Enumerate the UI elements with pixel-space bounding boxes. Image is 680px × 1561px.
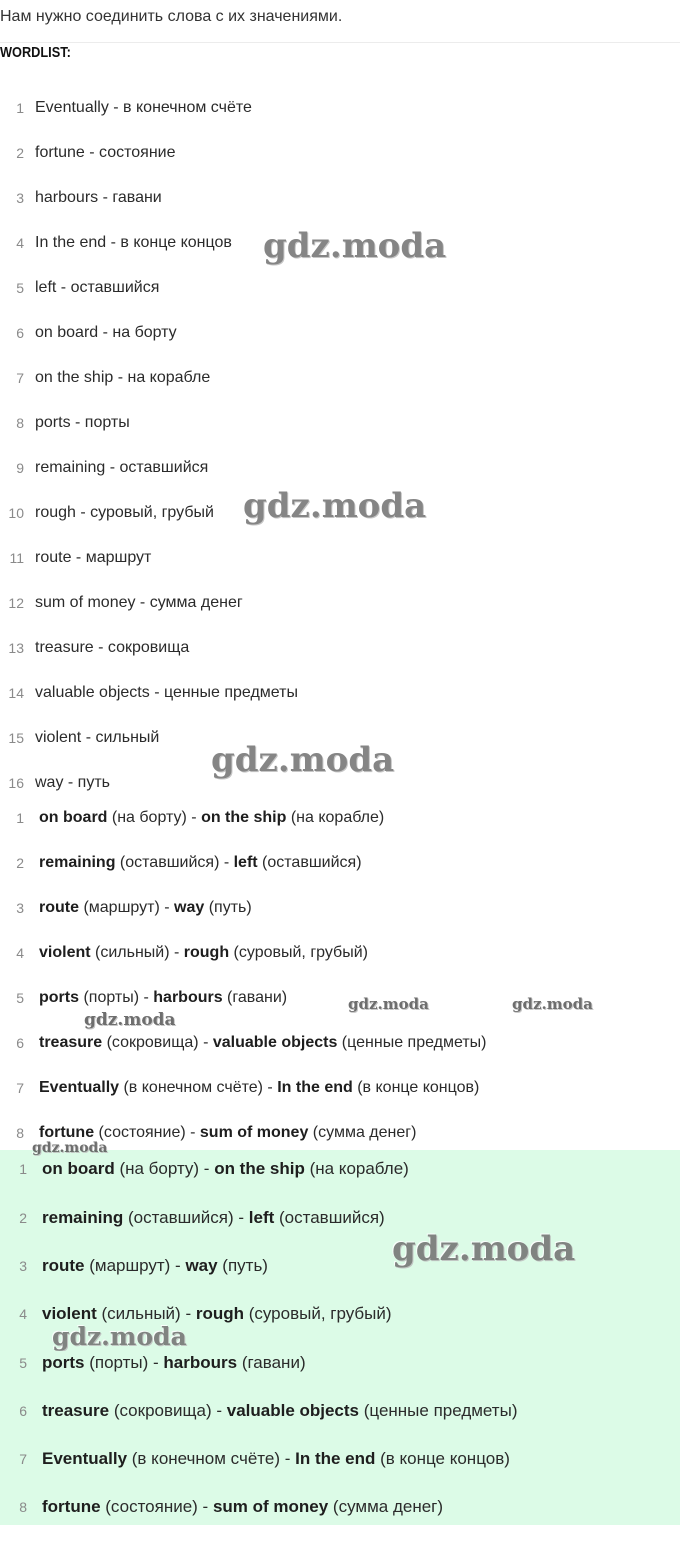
divider <box>0 42 680 43</box>
pair-item <box>0 896 680 920</box>
item-number: 10 <box>8 505 24 521</box>
list-item <box>0 456 680 480</box>
pair-item <box>0 806 680 830</box>
list-item <box>0 681 680 705</box>
list-item <box>0 96 680 120</box>
answer-item <box>0 1351 680 1375</box>
watermark: gdz.moda <box>211 740 395 780</box>
answer-item <box>0 1447 680 1471</box>
item-number: 6 <box>16 325 24 341</box>
item-text: rough - суровый, грубый <box>35 504 214 521</box>
item-text: violent (сильный) - rough (суровый, грубый) <box>42 1304 392 1323</box>
list-item <box>0 546 680 570</box>
item-number: 5 <box>19 1355 27 1371</box>
item-number: 12 <box>8 595 24 611</box>
item-number: 11 <box>9 550 24 566</box>
wordlist-heading: WORDLIST: <box>0 44 71 61</box>
item-number: 4 <box>16 235 24 251</box>
pair-item <box>0 1076 680 1100</box>
item-text: on board (на борту) - on the ship (на корабле) <box>42 1159 409 1178</box>
item-number: 4 <box>19 1306 27 1322</box>
item-text: on board (на борту) - on the ship (на корабле) <box>39 809 385 826</box>
item-text: remaining - оставшийся <box>35 459 209 476</box>
watermark: gdz.moda <box>512 995 593 1013</box>
intro-text: Нам нужно соединить слова с их значениями. <box>0 8 343 25</box>
watermark: gdz.moda <box>32 1140 108 1156</box>
answer-item <box>0 1399 680 1423</box>
item-text: Eventually - в конечном счёте <box>35 99 252 116</box>
answer-item <box>0 1157 680 1181</box>
item-text: remaining (оставшийся) - left (оставшийся) <box>39 854 362 871</box>
item-text: route (маршрут) - way (путь) <box>42 1256 268 1275</box>
watermark: gdz.moda <box>392 1229 576 1269</box>
item-number: 7 <box>19 1451 27 1467</box>
list-item <box>0 321 680 345</box>
item-text: valuable objects - ценные предметы <box>35 684 298 701</box>
item-text: fortune (состояние) - sum of money (сумма денег) <box>39 1124 417 1141</box>
list-item <box>0 276 680 300</box>
item-text: ports (порты) - harbours (гавани) <box>39 989 288 1006</box>
item-text: on the ship - на корабле <box>35 369 211 386</box>
item-text: way - путь <box>35 774 110 791</box>
item-number: 4 <box>16 945 24 961</box>
item-text: treasure - сокровища <box>35 639 190 656</box>
answer-item <box>0 1206 680 1230</box>
item-number: 16 <box>8 775 24 791</box>
item-text: harbours - гавани <box>35 189 162 206</box>
item-number: 6 <box>19 1403 27 1419</box>
item-number: 9 <box>16 460 24 476</box>
watermark: gdz.moda <box>263 226 447 266</box>
list-item <box>0 591 680 615</box>
item-number: 2 <box>19 1210 27 1226</box>
item-text: ports - порты <box>35 414 130 431</box>
item-text: Eventually (в конечном счёте) - In the end (в конце концов) <box>39 1079 480 1096</box>
item-text: violent - сильный <box>35 729 160 746</box>
item-text: ports (порты) - harbours (гавани) <box>42 1353 306 1372</box>
pair-item <box>0 1031 680 1055</box>
item-text: fortune - состояние <box>35 144 176 161</box>
list-item <box>0 366 680 390</box>
item-number: 2 <box>16 855 24 871</box>
item-number: 8 <box>16 1125 24 1141</box>
pair-item <box>0 941 680 965</box>
item-number: 5 <box>16 280 24 296</box>
item-number: 14 <box>8 685 24 701</box>
item-number: 1 <box>19 1161 27 1177</box>
item-number: 2 <box>16 145 24 161</box>
item-text: In the end - в конце концов <box>35 234 232 251</box>
item-number: 3 <box>16 900 24 916</box>
item-text: treasure (сокровища) - valuable objects (ценные предметы) <box>42 1401 518 1420</box>
item-text: remaining (оставшийся) - left (оставшийся) <box>42 1208 385 1227</box>
watermark: gdz.moda <box>348 995 429 1013</box>
item-number: 8 <box>19 1499 27 1515</box>
item-number: 3 <box>19 1258 27 1274</box>
answer-item <box>0 1495 680 1519</box>
list-item <box>0 636 680 660</box>
item-number: 1 <box>16 810 24 826</box>
item-number: 5 <box>16 990 24 1006</box>
item-number: 6 <box>16 1035 24 1051</box>
item-text: on board - на борту <box>35 324 177 341</box>
list-item <box>0 411 680 435</box>
item-number: 7 <box>16 1080 24 1096</box>
list-item <box>0 186 680 210</box>
watermark: gdz.moda <box>243 486 427 526</box>
item-number: 13 <box>8 640 24 656</box>
pair-item <box>0 851 680 875</box>
watermark: gdz.moda <box>52 1322 187 1351</box>
item-text: route - маршрут <box>35 549 152 566</box>
item-number: 1 <box>16 100 24 116</box>
item-number: 3 <box>16 190 24 206</box>
item-text: route (маршрут) - way (путь) <box>39 899 252 916</box>
item-text: violent (сильный) - rough (суровый, грубый) <box>39 944 368 961</box>
item-text: Eventually (в конечном счёте) - In the end (в конце концов) <box>42 1449 510 1468</box>
item-number: 7 <box>16 370 24 386</box>
answer-item <box>0 1254 680 1278</box>
watermark: gdz.moda <box>84 1010 176 1030</box>
item-text: sum of money - сумма денег <box>35 594 243 611</box>
item-text: treasure (сокровища) - valuable objects (ценные предметы) <box>39 1034 487 1051</box>
item-text: left - оставшийся <box>35 279 160 296</box>
item-number: 15 <box>8 730 24 746</box>
item-number: 8 <box>16 415 24 431</box>
item-text: fortune (состояние) - sum of money (сумма денег) <box>42 1497 444 1516</box>
list-item <box>0 141 680 165</box>
